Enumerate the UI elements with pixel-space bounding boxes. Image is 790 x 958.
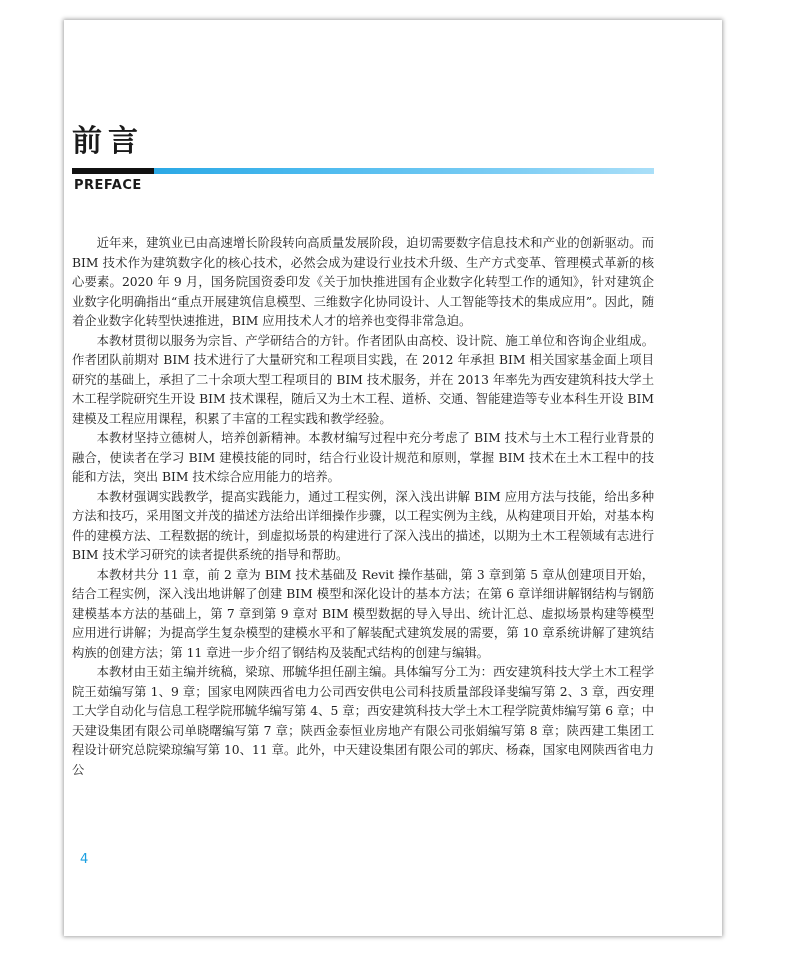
title-rule-dark-segment [72,168,154,174]
paragraph-1: 近年来，建筑业已由高速增长阶段转向高质量发展阶段，迫切需要数字信息技术和产业的创新驱动。而 BIM 技术作为建筑数字化的核心技术，必然会成为建设行业技术升级、生产方式变革、管理模式革新的核心要素。2020 年 9 月，国务院国资委印发《关于加快推进国有企业数字化转型工作的通知》，针对建筑企业数字化明确指出“重点开展建筑信息模型、三维数字化协同设计、人工智能等技术的集成应用”。因此，随着企业数字化转型快速推进，BIM 应用技术人才的培养也变得非常急迫。 [72,236,654,328]
paragraph-5: 本教材共分 11 章，前 2 章为 BIM 技术基础及 Revit 操作基础，第 3 章到第 5 章从创建项目开始，结合工程实例，深入浅出地讲解了创建 BIM 模型和深化设计的基本方法；在第 6 章详细讲解钢结构与钢筋建模基本方法的基础上，第 7 章到第 9 章对 BIM 模型数据的导入导出、统计汇总、虚拟场景构建等模型应用进行讲解；为提高学生复杂模型的建模水平和了解装配式建筑发展的需要，第 10 章系统讲解了建筑结构族的创建方法；第 11 章进一步介绍了钢结构及装配式结构的创建与编辑。 [72,567,654,660]
preface-body [72,234,654,780]
paragraph-6: 本教材由王茹主编并统稿，梁琼、邢毓华担任副主编。具体编写分工为：西安建筑科技大学土木工程学院王茹编写第 1、9 章；国家电网陕西省电力公司西安供电公司科技质量部段译斐编写第 2、3 章，西安理工大学自动化与信息工程学院邢毓华编写第 4、5 章；西安建筑科技大学土木工程学院黄炜编写第 6 章；中天建设集团有限公司单晓曙编写第 7 章；陕西金泰恒业房地产有限公司张娟编写第 8 章；陕西建工集团工程设计研究总院梁琼编写第 10、11 章。此外，中天建设集团有限公司的郭庆、杨森，国家电网陕西省电力公 [72,665,654,777]
title-rule [72,168,654,174]
page-number: 4 [80,852,89,867]
paragraph-3: 本教材坚持立德树人，培养创新精神。本教材编写过程中充分考虑了 BIM 技术与土木工程行业背景的融合，使读者在学习 BIM 建模技能的同时，结合行业设计规范和原则，掌握 BIM 技术在土木工程中的技能和方法，突出 BIM 技术综合应用能力的培养。 [72,431,654,484]
page-title: 前言 [72,124,144,159]
page-subtitle: PREFACE [74,178,142,193]
paragraph-2: 本教材贯彻以服务为宗旨、产学研结合的方针。作者团队由高校、设计院、施工单位和咨询企业组成。作者团队前期对 BIM 技术进行了大量研究和工程项目实践，在 2012 年承担 BIM 相关国家基金面上项目研究的基础上，承担了二十余项大型工程项目的 BIM 技术服务，并在 2013 年率先为西安建筑科技大学土木工程学院研究生开设 BIM 技术课程，随后又为土木工程、道桥、交通、智能建造等专业本科生开设 BIM 建模及工程应用课程，积累了丰富的工程实践和教学经验。 [72,333,654,426]
paragraph-4: 本教材强调实践教学，提高实践能力，通过工程实例，深入浅出讲解 BIM 应用方法与技能，给出多种方法和技巧，采用图文并茂的描述方法给出详细操作步骤，以工程实例为主线，从构建项目开始，对基本构件的建模方法、工程数据的统计，到虚拟场景的构建进行了深入浅出的描述，以期为土木工程领域有志进行 BIM 技术学习研究的读者提供系统的指导和帮助。 [72,489,654,562]
